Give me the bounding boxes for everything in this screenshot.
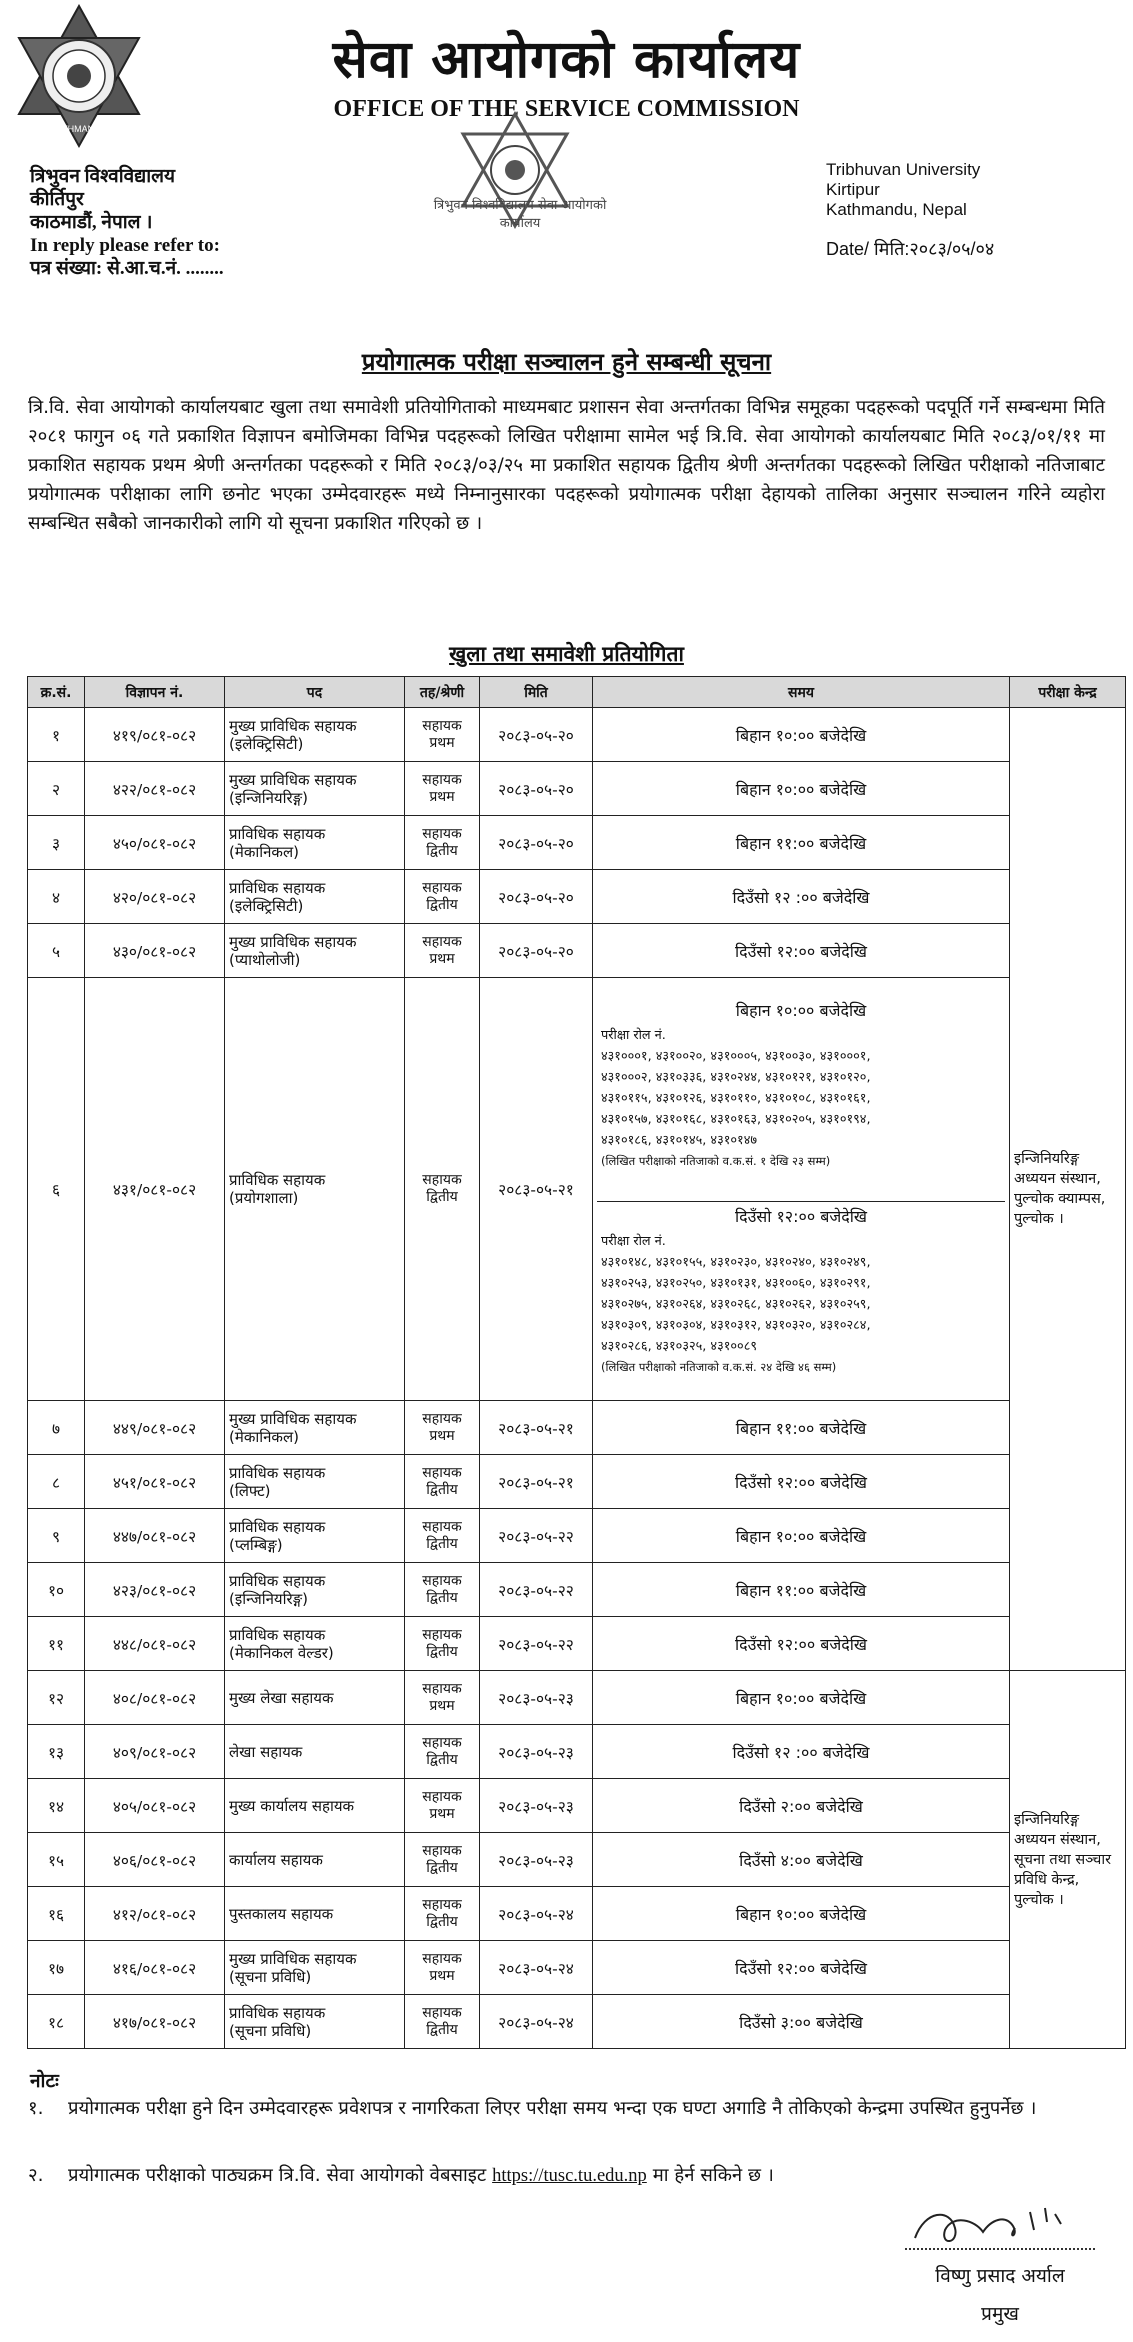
- level-cell-line2: द्वितीय: [426, 1535, 458, 1552]
- signatory-designation: प्रमुख: [981, 2303, 1019, 2325]
- exam-time-cell: बिहान १०:०० बजेदेखि: [593, 1509, 1010, 1563]
- exam-time-cell: दिउँसो ३:०० बजेदेखि: [593, 1995, 1010, 2049]
- serial-number-cell: १४: [28, 1779, 85, 1833]
- exam-date-cell: २०८३-०५-२४: [480, 1995, 593, 2049]
- level-cell: [405, 1779, 480, 1833]
- advertisement-number-cell: ४४८/०८१-०८२: [85, 1617, 225, 1671]
- roll-number-line: ४३१०१५७, ४३१०१६८, ४३१०१६३, ४३१०२०५, ४३१०१९४,: [601, 1112, 871, 1127]
- serial-number-cell: १०: [28, 1563, 85, 1617]
- level-cell-line2: द्वितीय: [426, 1589, 458, 1606]
- serial-number-cell: ४: [28, 870, 85, 924]
- level-cell-line1: सहायक: [422, 1950, 462, 1967]
- post-cell: [225, 762, 405, 816]
- level-cell-line2: द्वितीय: [426, 1859, 458, 1876]
- post-cell-line1: मुख्य प्राविधिक सहायक: [229, 716, 357, 735]
- level-cell: [405, 1563, 480, 1617]
- post-cell-line2: (इन्जिनियरिङ्ग): [229, 788, 308, 807]
- notice-body: त्रि.वि. सेवा आयोगको कार्यालयबाट खुला तथा समावेशी प्रतियोगिताको माध्यमबाट प्रशासन सेवा अन्तर्गतका विभिन्न समूहका पदहरूको पदपूर्ति गर्ने सम्बन्धमा मिति २०८१ फागुन ०६ गते प्रकाशित विज्ञापन बमोजिमका विभिन्न पदहरूको लिखित परीक्षामा सामेल भई त्रि.वि. सेवा आयोगको कार्यालयबाट मिति २०८३/०१/११ मा प्रकाशित सहायक प्रथम श्रेणी अन्तर्गतका पदहरूको र मिति २०८३/०३/२५ मा प्रकाशित सहायक द्वितीय श्रेणी अन्तर्गतका पदहरूको लिखित परीक्षाको नतिजाबाट प्रयोगात्मक परीक्षाका लागि छनोट भएका उम्मेदवारहरू मध्ये निम्नानुसारका पदहरूको प्रयोगात्मक परीक्षा देहायको तालिका अनुसार सञ्चालन गरिने व्यहोरा सम्बन्धित सबैको जानकारीको लागि यो सूचना प्रकाशित गरिएको छ ।: [28, 397, 1106, 534]
- table-row: [28, 1509, 1126, 1563]
- post-cell-line2: (मेकानिकल): [229, 842, 299, 861]
- exam-date-cell: २०८३-०५-२२: [480, 1563, 593, 1617]
- post-cell-line2: (प्लम्बिङ्ग): [229, 1535, 283, 1554]
- level-cell-line1: सहायक: [422, 933, 462, 950]
- level-cell: [405, 1455, 480, 1509]
- serial-number-cell: १८: [28, 1995, 85, 2049]
- post-cell: [225, 1779, 405, 1833]
- post-cell: [225, 978, 405, 1401]
- column-header: परीक्षा केन्द्र: [1010, 677, 1126, 708]
- serial-number-cell: १५: [28, 1833, 85, 1887]
- post-cell: [225, 1671, 405, 1725]
- svg-text:KATHMANDU: KATHMANDU: [50, 124, 108, 134]
- exam-date-cell: २०८३-०५-२३: [480, 1725, 593, 1779]
- level-cell-line2: प्रथम: [429, 788, 455, 805]
- address-left: [30, 165, 224, 280]
- level-cell-line1: सहायक: [422, 1734, 462, 1751]
- post-cell-line2: (सूचना प्रविधि): [229, 2021, 312, 2040]
- serial-number-cell: ९: [28, 1509, 85, 1563]
- post-cell: [225, 816, 405, 870]
- table-row: [28, 708, 1126, 762]
- roll-number-line: ४३१०१८६, ४३१०१४५, ४३१०१४७: [601, 1133, 758, 1148]
- exam-date-cell: २०८३-०५-२१: [480, 1455, 593, 1509]
- level-cell: [405, 870, 480, 924]
- column-header: समय: [593, 677, 1010, 708]
- exam-time-cell: दिउँसो ४:०० बजेदेखि: [593, 1833, 1010, 1887]
- level-cell-line2: प्रथम: [429, 734, 455, 751]
- column-header: पद: [225, 677, 405, 708]
- level-cell-line2: प्रथम: [429, 1697, 455, 1714]
- exam-time-cell: दिउँसो १२:०० बजेदेखि: [593, 1617, 1010, 1671]
- post-cell-line2: (सूचना प्रविधि): [229, 1967, 312, 1986]
- note-item: [28, 2160, 1105, 2194]
- exam-date-cell: २०८३-०५-२३: [480, 1671, 593, 1725]
- table-row: [28, 1887, 1126, 1941]
- advertisement-number-cell: ४०५/०८१-०८२: [85, 1779, 225, 1833]
- level-cell-line1: सहायक: [422, 825, 462, 842]
- level-cell: [405, 1995, 480, 2049]
- post-cell-line1: मुख्य कार्यालय सहायक: [229, 1796, 355, 1815]
- level-cell: [405, 816, 480, 870]
- note-text: मा हेर्न सकिने छ ।: [652, 2165, 774, 2186]
- letter-number: पत्र संख्या: से.आ.च.नं. ........: [30, 258, 224, 279]
- post-cell-line1: प्राविधिक सहायक: [229, 824, 326, 843]
- level-cell: [405, 1725, 480, 1779]
- level-cell-line1: सहायक: [422, 771, 462, 788]
- serial-number-cell: ११: [28, 1617, 85, 1671]
- roll-number-line: ४३१०२८६, ४३१०३२५, ४३१००८९: [601, 1339, 758, 1354]
- post-cell-line2: (प्याथोलोजी): [229, 950, 301, 969]
- post-cell: [225, 1455, 405, 1509]
- level-cell: [405, 1617, 480, 1671]
- level-cell-line1: सहायक: [422, 1896, 462, 1913]
- table-header-row: [28, 677, 1126, 708]
- post-cell-line1: प्राविधिक सहायक: [229, 1517, 326, 1536]
- post-cell-line2: (मेकानिकल वेल्डर): [229, 1643, 334, 1662]
- serial-number-cell: ७: [28, 1401, 85, 1455]
- roll-number-line: ४३१०२५३, ४३१०२५०, ४३१०१३१, ४३१००६०, ४३१०२९१,: [601, 1276, 871, 1291]
- address-right: [826, 160, 980, 220]
- post-cell-line2: (मेकानिकल): [229, 1427, 299, 1446]
- roll-number-line: ४३१०२७५, ४३१०२६४, ४३१०२६८, ४३१०२६२, ४३१०२५९,: [601, 1297, 871, 1312]
- level-cell: [405, 1401, 480, 1455]
- serial-number-cell: १२: [28, 1671, 85, 1725]
- note-item: [28, 2093, 1105, 2157]
- post-cell: [225, 1725, 405, 1779]
- level-cell-line2: द्वितीय: [426, 1481, 458, 1498]
- level-cell-line2: द्वितीय: [426, 842, 458, 859]
- level-cell-line1: सहायक: [422, 1788, 462, 1805]
- roll-number-line: ४३१०००२, ४३१०३३६, ४३१०२४४, ४३१०१२१, ४३१०१२०,: [601, 1070, 871, 1085]
- serial-number-cell: २: [28, 762, 85, 816]
- serial-number-cell: १: [28, 708, 85, 762]
- exam-time-sessions-cell: [593, 978, 1010, 1401]
- date-value: २०८३/०५/०४: [909, 239, 995, 259]
- level-cell-line1: सहायक: [422, 1680, 462, 1697]
- table-row: [28, 1671, 1126, 1725]
- date-label: Date/ मिति:: [826, 239, 910, 259]
- serial-number-cell: ५: [28, 924, 85, 978]
- exam-time-cell: बिहान ११:०० बजेदेखि: [593, 1563, 1010, 1617]
- exam-time-cell: बिहान ११:०० बजेदेखि: [593, 816, 1010, 870]
- level-cell-line2: प्रथम: [429, 950, 455, 967]
- serial-number-cell: ८: [28, 1455, 85, 1509]
- session-time: बिहान १०:०० बजेदेखि: [735, 1001, 867, 1020]
- exam-center-cell: इन्जिनियरिङ्ग अध्ययन संस्थान, पुल्चोक क्याम्पस, पुल्चोक ।: [1010, 708, 1126, 1671]
- level-cell-line2: प्रथम: [429, 1805, 455, 1822]
- advertisement-number-cell: ४५०/०८१-०८२: [85, 816, 225, 870]
- level-cell-line2: प्रथम: [429, 1427, 455, 1444]
- post-cell-line2: (प्रयोगशाला): [229, 1189, 299, 1207]
- exam-center-cell: इन्जिनियरिङ्ग अध्ययन संस्थान, सूचना तथा सञ्चार प्रविधि केन्द्र, पुल्चोक ।: [1010, 1671, 1126, 2049]
- table-row: [28, 1725, 1126, 1779]
- roll-number-line: ४३१०००१, ४३१००२०, ४३१०००५, ४३१००३०, ४३१०००१,: [601, 1049, 871, 1064]
- session-note: (लिखित परीक्षाको नतिजाको व.क.सं. २४ देखि ४६ सम्म): [601, 1360, 837, 1374]
- address-line: Kathmandu, Nepal: [826, 200, 967, 219]
- level-cell-line2: द्वितीय: [426, 1189, 458, 1205]
- post-cell-line1: प्राविधिक सहायक: [229, 2003, 326, 2022]
- table-row: [28, 1779, 1126, 1833]
- post-cell-line2: (इलेक्ट्रिसिटी): [229, 896, 304, 915]
- office-title-english: OFFICE OF THE SERVICE COMMISSION: [333, 96, 800, 122]
- post-cell-line1: प्राविधिक सहायक: [229, 1571, 326, 1590]
- level-cell-line2: द्वितीय: [426, 1913, 458, 1930]
- level-cell-line1: सहायक: [422, 1172, 462, 1188]
- exam-session: [597, 1202, 1005, 1382]
- post-cell-line1: मुख्य प्राविधिक सहायक: [229, 1949, 357, 1968]
- post-cell-line1: मुख्य प्राविधिक सहायक: [229, 1409, 357, 1428]
- level-cell: [405, 1671, 480, 1725]
- exam-date-cell: २०८३-०५-२०: [480, 870, 593, 924]
- serial-number-cell: १६: [28, 1887, 85, 1941]
- syllabus-website-link[interactable]: https://tusc.tu.edu.np: [492, 2166, 647, 2186]
- signature-line: [905, 2248, 1095, 2250]
- post-cell-line2: (इन्जिनियरिङ्ग): [229, 1589, 308, 1608]
- date-line: [826, 237, 994, 261]
- address-line: Kirtipur: [826, 180, 880, 199]
- table-row: [28, 978, 1126, 1401]
- level-cell: [405, 924, 480, 978]
- column-header: क्र.सं.: [28, 677, 85, 708]
- serial-number-cell: ३: [28, 816, 85, 870]
- post-cell: [225, 1509, 405, 1563]
- table-row: [28, 816, 1126, 870]
- serial-number-cell: १७: [28, 1941, 85, 1995]
- exam-time-cell: दिउँसो १२ :०० बजेदेखि: [593, 1725, 1010, 1779]
- post-cell: [225, 1995, 405, 2049]
- advertisement-number-cell: ४४७/०८१-०८२: [85, 1509, 225, 1563]
- level-cell-line2: प्रथम: [429, 1967, 455, 1984]
- note-number: १.: [28, 2098, 44, 2119]
- post-cell-line1: मुख्य प्राविधिक सहायक: [229, 770, 357, 789]
- notes-heading: नोटः: [30, 2070, 59, 2092]
- table-row: [28, 924, 1126, 978]
- exam-date-cell: २०८३-०५-२२: [480, 1509, 593, 1563]
- post-cell: [225, 708, 405, 762]
- address-line: Tribhuvan University: [826, 160, 981, 179]
- level-cell-line1: सहायक: [422, 1464, 462, 1481]
- column-header: तह/श्रेणी: [405, 677, 480, 708]
- exam-date-cell: २०८३-०५-२३: [480, 1833, 593, 1887]
- exam-date-cell: २०८३-०५-२२: [480, 1617, 593, 1671]
- advertisement-number-cell: ४५१/०८१-०८२: [85, 1455, 225, 1509]
- address-line: काठमाडौं, नेपाल ।: [30, 212, 153, 233]
- post-cell-line1: कार्यालय सहायक: [229, 1850, 323, 1869]
- post-cell-line1: प्राविधिक सहायक: [229, 878, 326, 897]
- exam-schedule-table: [27, 676, 1126, 2049]
- office-title-nepali: सेवा आयोगको कार्यालय: [332, 30, 801, 90]
- seal-caption: त्रिभुवन विश्वविद्यालय सेवा आयोगको कार्यालय: [433, 198, 607, 231]
- post-cell: [225, 1887, 405, 1941]
- exam-date-cell: २०८३-०५-२४: [480, 1887, 593, 1941]
- advertisement-number-cell: ४०९/०८१-०८२: [85, 1725, 225, 1779]
- level-cell: [405, 1887, 480, 1941]
- advertisement-number-cell: ४१२/०८१-०८२: [85, 1887, 225, 1941]
- roll-number-line: ४३१०१४८, ४३१०१५५, ४३१०२३०, ४३१०२४०, ४३१०२४९,: [601, 1255, 871, 1270]
- exam-time-cell: बिहान १०:०० बजेदेखि: [593, 1671, 1010, 1725]
- exam-date-cell: २०८३-०५-२०: [480, 816, 593, 870]
- table-row: [28, 870, 1126, 924]
- post-cell: [225, 1563, 405, 1617]
- advertisement-number-cell: ४१९/०८१-०८२: [85, 708, 225, 762]
- exam-session: [597, 996, 1005, 1202]
- roll-number-label: परीक्षा रोल नं.: [601, 1028, 666, 1043]
- level-cell-line1: सहायक: [422, 1518, 462, 1535]
- exam-time-cell: बिहान १०:०० बजेदेखि: [593, 1887, 1010, 1941]
- level-cell-line1: सहायक: [422, 1842, 462, 1859]
- exam-time-cell: बिहान १०:०० बजेदेखि: [593, 762, 1010, 816]
- table-row: [28, 1941, 1126, 1995]
- note-text: प्रयोगात्मक परीक्षा हुने दिन उम्मेदवारहरू प्रवेशपत्र र नागरिकता लिएर परीक्षा समय भन्दा एक घण्टा अगाडि नै तोकिएको केन्द्रमा उपस्थित हुनुपर्नेछ ।: [68, 2098, 1037, 2119]
- table-row: [28, 1833, 1126, 1887]
- reply-refer-label: In reply please refer to:: [30, 235, 220, 256]
- post-cell-line1: लेखा सहायक: [229, 1742, 303, 1761]
- post-cell: [225, 924, 405, 978]
- table-row: [28, 1455, 1126, 1509]
- advertisement-number-cell: ४१७/०८१-०८२: [85, 1995, 225, 2049]
- advertisement-number-cell: ४०६/०८१-०८२: [85, 1833, 225, 1887]
- exam-date-cell: २०८३-०५-२०: [480, 762, 593, 816]
- session-note: (लिखित परीक्षाको नतिजाको व.क.सं. १ देखि २३ सम्म): [601, 1154, 831, 1168]
- level-cell: [405, 1833, 480, 1887]
- level-cell-line1: सहायक: [422, 717, 462, 734]
- session-time: दिउँसो १२:०० बजेदेखि: [735, 1207, 867, 1226]
- level-cell-line1: सहायक: [422, 1626, 462, 1643]
- post-cell-line2: (इलेक्ट्रिसिटी): [229, 734, 304, 753]
- notice-title: प्रयोगात्मक परीक्षा सञ्चालन हुने सम्बन्धी सूचना: [361, 348, 772, 376]
- exam-date-cell: २०८३-०५-२१: [480, 1401, 593, 1455]
- post-cell: [225, 870, 405, 924]
- exam-time-cell: दिउँसो २:०० बजेदेखि: [593, 1779, 1010, 1833]
- roll-number-label: परीक्षा रोल नं.: [601, 1234, 666, 1249]
- table-row: [28, 1617, 1126, 1671]
- level-cell: [405, 978, 480, 1401]
- exam-date-cell: २०८३-०५-२०: [480, 924, 593, 978]
- table-row: [28, 1563, 1126, 1617]
- note-text: प्रयोगात्मक परीक्षाको पाठ्यक्रम त्रि.वि. सेवा आयोगको वेबसाइट: [68, 2165, 487, 2186]
- post-cell: [225, 1401, 405, 1455]
- level-cell-line1: सहायक: [422, 879, 462, 896]
- table-row: [28, 1995, 1126, 2049]
- serial-number-cell: ६: [28, 978, 85, 1401]
- advertisement-number-cell: ४३०/०८१-०८२: [85, 924, 225, 978]
- level-cell-line1: सहायक: [422, 2004, 462, 2021]
- exam-time-cell: बिहान १०:०० बजेदेखि: [593, 708, 1010, 762]
- post-cell: [225, 1833, 405, 1887]
- exam-time-cell: बिहान ११:०० बजेदेखि: [593, 1401, 1010, 1455]
- roll-number-line: ४३१०३०९, ४३१०३०४, ४३१०३१२, ४३१०३२०, ४३१०२८४,: [601, 1318, 871, 1333]
- level-cell: [405, 1509, 480, 1563]
- exam-date-cell: २०८३-०५-२१: [480, 978, 593, 1401]
- post-cell: [225, 1617, 405, 1671]
- exam-time-cell: दिउँसो १२:०० बजेदेखि: [593, 924, 1010, 978]
- column-header: विज्ञापन नं.: [85, 677, 225, 708]
- advertisement-number-cell: ४०८/०८१-०८२: [85, 1671, 225, 1725]
- signatory-name: विष्णु प्रसाद अर्याल: [935, 2265, 1065, 2287]
- address-line: त्रिभुवन विश्वविद्यालय: [30, 166, 176, 187]
- advertisement-number-cell: ४१६/०८१-०८२: [85, 1941, 225, 1995]
- advertisement-number-cell: ४२०/०८१-०८२: [85, 870, 225, 924]
- exam-time-cell: दिउँसो १२:०० बजेदेखि: [593, 1941, 1010, 1995]
- post-cell-line1: पुस्तकालय सहायक: [229, 1904, 334, 1923]
- exam-time-cell: दिउँसो १२:०० बजेदेखि: [593, 1455, 1010, 1509]
- post-cell-line1: प्राविधिक सहायक: [229, 1625, 326, 1644]
- exam-time-cell: दिउँसो १२ :०० बजेदेखि: [593, 870, 1010, 924]
- table-row: [28, 762, 1126, 816]
- post-cell-line1: मुख्य लेखा सहायक: [229, 1688, 334, 1707]
- level-cell-line1: सहायक: [422, 1572, 462, 1589]
- advertisement-number-cell: ४३१/०८१-०८२: [85, 978, 225, 1401]
- post-cell-line1: मुख्य प्राविधिक सहायक: [229, 932, 357, 951]
- level-cell: [405, 1941, 480, 1995]
- post-cell: [225, 1941, 405, 1995]
- level-cell: [405, 762, 480, 816]
- table-title: खुला तथा समावेशी प्रतियोगिता: [449, 642, 684, 666]
- exam-date-cell: २०८३-०५-२४: [480, 1941, 593, 1995]
- exam-date-cell: २०८३-०५-२३: [480, 1779, 593, 1833]
- roll-number-line: ४३१०११५, ४३१०१२६, ४३१०११०, ४३१०१०८, ४३१०१६१,: [601, 1091, 871, 1106]
- post-cell-line1: प्राविधिक सहायक: [229, 1171, 326, 1189]
- address-line: कीर्तिपुर: [30, 189, 84, 210]
- serial-number-cell: १३: [28, 1725, 85, 1779]
- level-cell-line2: द्वितीय: [426, 896, 458, 913]
- level-cell-line1: सहायक: [422, 1410, 462, 1427]
- note-number: २.: [28, 2165, 44, 2186]
- post-cell-line1: प्राविधिक सहायक: [229, 1463, 326, 1482]
- level-cell-line2: द्वितीय: [426, 1751, 458, 1768]
- level-cell-line2: द्वितीय: [426, 2021, 458, 2038]
- table-row: [28, 1401, 1126, 1455]
- column-header: मिति: [480, 677, 593, 708]
- exam-date-cell: २०८३-०५-२०: [480, 708, 593, 762]
- post-cell-line2: (लिफ्ट): [229, 1481, 271, 1500]
- advertisement-number-cell: ४२२/०८१-०८२: [85, 762, 225, 816]
- advertisement-number-cell: ४२३/०८१-०८२: [85, 1563, 225, 1617]
- level-cell: [405, 708, 480, 762]
- level-cell-line2: द्वितीय: [426, 1643, 458, 1660]
- advertisement-number-cell: ४४९/०८१-०८२: [85, 1401, 225, 1455]
